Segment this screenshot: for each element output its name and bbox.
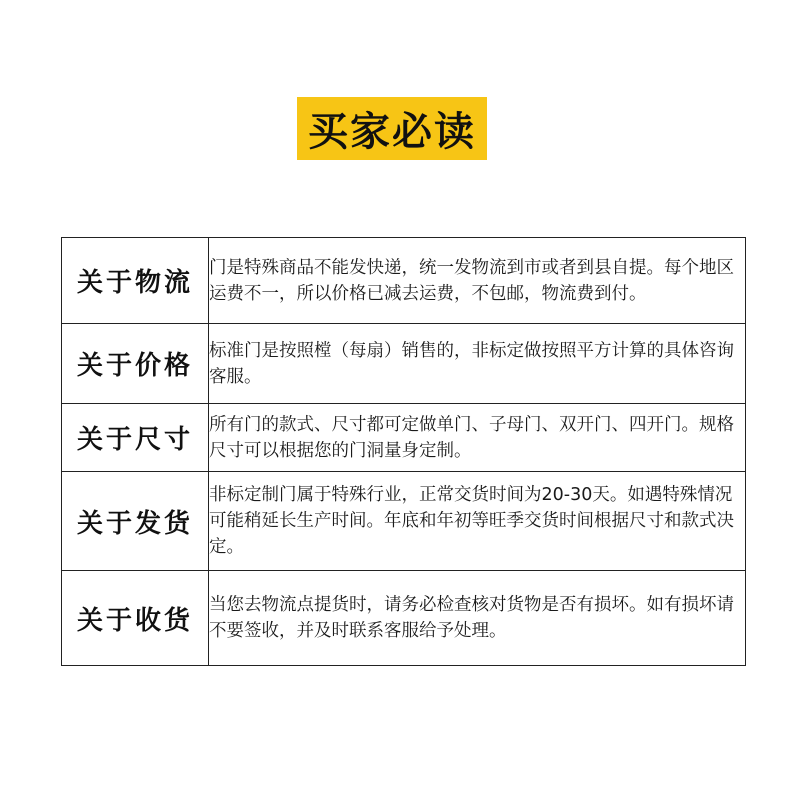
table-row-shipping: [62, 472, 746, 571]
table-row-logistics: [62, 238, 746, 324]
row-text: 当您去物流点提货时，请务必检查核对货物是否有损坏。如有损坏请不要签收，并及时联系客服给予处理。: [209, 571, 746, 666]
table-row-receiving: [62, 571, 746, 666]
row-heading: 关于物流: [62, 238, 209, 324]
row-heading: 关于收货: [62, 571, 209, 666]
row-text: 所有门的款式、尺寸都可定做单门、子母门、双开门、四开门。规格尺寸可以根据您的门洞量身定制。: [209, 404, 746, 472]
row-heading: 关于价格: [62, 324, 209, 404]
row-text: 门是特殊商品不能发快递，统一发物流到市或者到县自提。每个地区运费不一，所以价格已减去运费，不包邮，物流费到付。: [209, 238, 746, 324]
info-table: [61, 237, 746, 666]
page-title: 买家必读: [308, 108, 476, 155]
row-heading: 关于发货: [62, 472, 209, 571]
table-row-size: [62, 404, 746, 472]
row-heading: 关于尺寸: [62, 404, 209, 472]
row-text: 标准门是按照樘（每扇）销售的，非标定做按照平方计算的具体咨询客服。: [209, 324, 746, 404]
row-text: 非标定制门属于特殊行业，正常交货时间为20-30天。如遇特殊情况可能稍延长生产时间。年底和年初等旺季交货时间根据尺寸和款式决定。: [209, 472, 746, 571]
table-row-price: [62, 324, 746, 404]
title-banner: [297, 97, 487, 160]
